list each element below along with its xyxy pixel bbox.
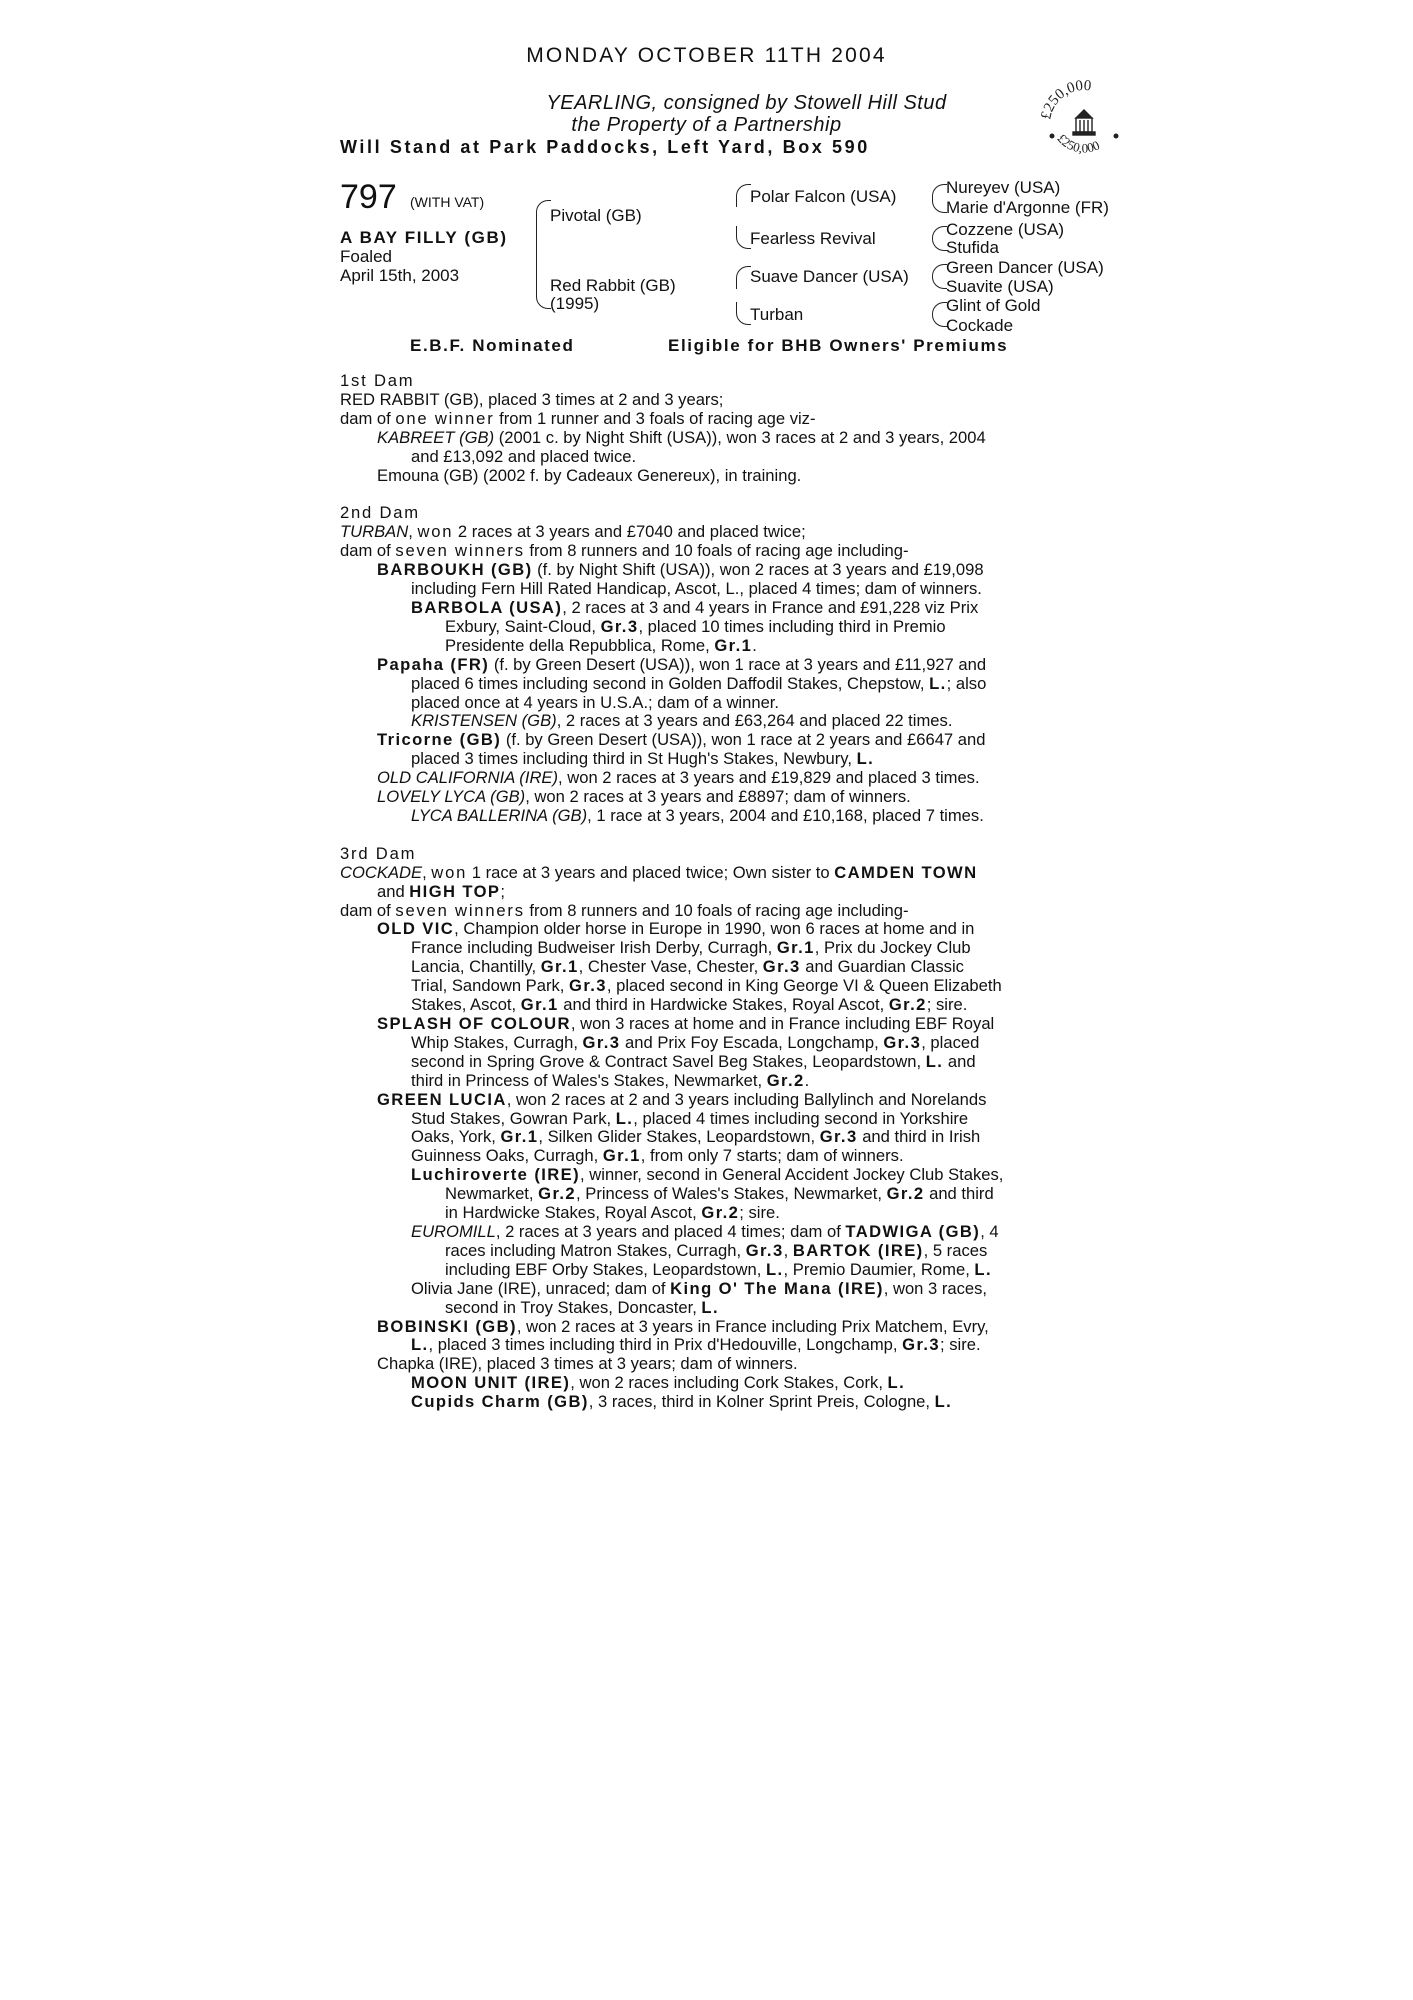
- third-dam-line: races including Matron Stakes, Curragh, Gr.3, BARTOK (IRE), 5 races: [445, 1240, 988, 1260]
- pedigree-brace: [736, 226, 751, 249]
- third-dam-line: third in Princess of Wales's Stakes, Newmarket, Gr.2.: [411, 1070, 810, 1090]
- pedigree-ssd: Marie d'Argonne (FR): [946, 198, 1109, 217]
- foaled-label: Foaled: [340, 247, 392, 266]
- third-dam-line: Lancia, Chantilly, Gr.1, Chester Vase, Chester, Gr.3 and Guardian Classic: [411, 957, 964, 977]
- second-dam-line: TURBAN, won 2 races at 3 years and £7040 and placed twice;: [340, 522, 806, 542]
- third-dam-line: second in Spring Grove & Contract Savel Beg Stakes, Leopardstown, L. and: [411, 1051, 976, 1071]
- second-dam-heading: 2nd Dam: [340, 503, 420, 523]
- third-dam-line: EUROMILL, 2 races at 3 years and placed 4 times; dam of TADWIGA (GB), 4: [411, 1221, 999, 1241]
- second-dam-line: KRISTENSEN (GB), 2 races at 3 years and £63,264 and placed 22 times.: [411, 711, 953, 731]
- third-dam-line: dam of seven winners from 8 runners and 10 foals of racing age including-: [340, 900, 909, 920]
- second-dam-line: Presidente della Repubblica, Rome, Gr.1.: [445, 635, 757, 655]
- stamp-text-bottom: £250,000: [1054, 130, 1102, 156]
- first-dam-line: KABREET (GB) (2001 c. by Night Shift (USA)), won 3 races at 2 and 3 years, 2004: [377, 427, 986, 447]
- third-dam-line: Newmarket, Gr.2, Princess of Wales's Stakes, Newmarket, Gr.2 and third: [445, 1184, 994, 1204]
- first-dam-line: RED RABBIT (GB), placed 3 times at 2 and 3 years;: [340, 389, 724, 409]
- pedigree-sire-dam: Fearless Revival: [750, 229, 876, 248]
- third-dam-line: GREEN LUCIA, won 2 races at 2 and 3 years including Ballylinch and Norelands: [377, 1089, 987, 1109]
- third-dam-line: Stakes, Ascot, Gr.1 and third in Hardwicke Stakes, Royal Ascot, Gr.2; sire.: [411, 995, 968, 1015]
- pedigree-dam-year: (1995): [550, 294, 600, 313]
- foaled-date: April 15th, 2003: [340, 266, 460, 285]
- pedigree-dss: Green Dancer (USA): [946, 258, 1104, 277]
- second-dam-line: placed 3 times including third in St Hugh's Stakes, Newbury, L.: [411, 749, 875, 769]
- second-dam-line: including Fern Hill Rated Handicap, Ascot, L., placed 4 times; dam of winners.: [411, 579, 982, 599]
- second-dam-line: Papaha (FR) (f. by Green Desert (USA)), won 1 race at 3 years and £11,927 and: [377, 654, 987, 674]
- third-dam-line: Trial, Sandown Park, Gr.3, placed second in King George VI & Queen Elizabeth: [411, 976, 1002, 996]
- pedigree-brace-dam: [536, 264, 551, 309]
- third-dam-line: SPLASH OF COLOUR, won 3 races at home and in France including EBF Royal: [377, 1014, 995, 1033]
- horse-name: A BAY FILLY (GB): [340, 228, 508, 247]
- vat-note: (WITH VAT): [410, 194, 485, 210]
- pedigree-dsd: Suavite (USA): [946, 277, 1054, 296]
- third-dam-line: OLD VIC, Champion older horse in Europe in 1990, won 6 races at home and in: [377, 919, 975, 939]
- third-dam-line: Chapka (IRE), placed 3 times at 3 years; dam of winners.: [377, 1354, 798, 1374]
- pedigree-sss: Nureyev (USA): [946, 178, 1061, 197]
- third-dam-line: Whip Stakes, Curragh, Gr.3 and Prix Foy Escada, Longchamp, Gr.3, placed: [411, 1032, 980, 1052]
- third-dam-line: and HIGH TOP;: [377, 881, 506, 901]
- pedigree-brace: [932, 198, 947, 213]
- pedigree-brace: [932, 238, 947, 251]
- third-dam-line: Oaks, York, Gr.1, Silken Glider Stakes, Leopardstown, Gr.3 and third in Irish: [411, 1127, 981, 1147]
- third-dam-line: France including Budweiser Irish Derby, Curragh, Gr.1, Prix du Jockey Club: [411, 938, 971, 958]
- first-dam-line: Emouna (GB) (2002 f. by Cadeaux Genereux), in training.: [377, 465, 802, 485]
- third-dam-line: BOBINSKI (GB), won 2 races at 3 years in France including Prix Matchem, Evry,: [377, 1316, 989, 1336]
- pedigree-dds: Glint of Gold: [946, 296, 1041, 315]
- third-dam-line: second in Troy Stakes, Doncaster, L.: [445, 1297, 719, 1317]
- third-dam-line: including EBF Orby Stakes, Leopardstown, L., Premio Daumier, Rome, L.: [445, 1259, 992, 1279]
- lot-number: 797: [340, 178, 397, 216]
- second-dam-line: BARBOLA (USA), 2 races at 3 and 4 years in France and £91,228 viz Prix: [411, 597, 979, 617]
- second-dam-line: Exbury, Saint-Cloud, Gr.3, placed 10 times including third in Premio: [445, 616, 946, 636]
- second-dam-line: placed 6 times including second in Golden Daffodil Stakes, Chepstow, L.; also: [411, 673, 987, 693]
- pedigree-brace: [736, 184, 751, 207]
- third-dam-line: COCKADE, won 1 race at 3 years and placed twice; Own sister to CAMDEN TOWN: [340, 862, 978, 882]
- location-line: Will Stand at Park Paddocks, Left Yard, Box 590: [340, 137, 870, 157]
- sale-date: MONDAY OCTOBER 11TH 2004: [526, 44, 887, 67]
- third-dam-line: Luchiroverte (IRE), winner, second in General Accident Jockey Club Stakes,: [411, 1165, 1004, 1185]
- ebf-nominated: E.B.F. Nominated: [410, 336, 575, 355]
- property-line: the Property of a Partnership: [571, 114, 842, 136]
- reserve-stamp: [1036, 72, 1132, 168]
- third-dam-line: Cupids Charm (GB), 3 races, third in Kolner Sprint Preis, Cologne, L.: [411, 1392, 953, 1412]
- pedigree-dam-dam: Turban: [750, 305, 804, 324]
- stamp-dot: [1050, 134, 1055, 139]
- second-dam-line: LYCA BALLERINA (GB), 1 race at 3 years, 2004 and £10,168, placed 7 times.: [411, 805, 984, 825]
- pedigree-brace: [932, 314, 947, 327]
- pedigree-sire-sire: Polar Falcon (USA): [750, 187, 897, 206]
- stamp-text-top: £250,000: [1038, 77, 1092, 121]
- second-dam-line: OLD CALIFORNIA (IRE), won 2 races at 3 years and £19,829 and placed 3 times.: [377, 768, 980, 788]
- catalogue-body: [340, 372, 1080, 1412]
- third-dam-line: in Hardwicke Stakes, Royal Ascot, Gr.2; sire.: [445, 1203, 780, 1223]
- second-dam-line: dam of seven winners from 8 runners and 10 foals of racing age including-: [340, 541, 909, 561]
- building-icon: [1073, 110, 1095, 135]
- stamp-dot: [1114, 134, 1119, 139]
- pedigree-brace: [736, 302, 751, 325]
- second-dam-line: Tricorne (GB) (f. by Green Desert (USA)), won 1 race at 2 years and £6647 and: [377, 730, 986, 750]
- first-dam-line: and £13,092 and placed twice.: [411, 446, 637, 466]
- pedigree-brace: [932, 184, 947, 199]
- third-dam-line: MOON UNIT (IRE), won 2 races including Cork Stakes, Cork, L.: [411, 1373, 906, 1393]
- third-dam-line: Olivia Jane (IRE), unraced; dam of King O' The Mana (IRE), won 3 races,: [411, 1278, 988, 1298]
- first-dam-line: dam of one winner from 1 runner and 3 foals of racing age viz-: [340, 408, 816, 428]
- pedigree-sds: Cozzene (USA): [946, 220, 1065, 239]
- pedigree-brace: [736, 266, 751, 289]
- pedigree-sdd: Stufida: [946, 238, 999, 257]
- third-dam-line: L., placed 3 times including third in Prix d'Hedouville, Longchamp, Gr.3; sire.: [411, 1335, 981, 1355]
- pedigree-dam-sire: Suave Dancer (USA): [750, 267, 909, 286]
- third-dam-line: Guinness Oaks, Curragh, Gr.1, from only 7 starts; dam of winners.: [411, 1146, 904, 1166]
- pedigree-sire: Pivotal (GB): [550, 206, 642, 225]
- third-dam-heading: 3rd Dam: [340, 843, 417, 863]
- bhb-eligible: Eligible for BHB Owners' Premiums: [668, 336, 1009, 355]
- second-dam-line: BARBOUKH (GB) (f. by Night Shift (USA)), won 2 races at 3 years and £19,098: [377, 560, 984, 580]
- third-dam-line: Stud Stakes, Gowran Park, L., placed 4 times including second in Yorkshire: [411, 1108, 969, 1128]
- second-dam-line: placed once at 4 years in U.S.A.; dam of a winner.: [411, 692, 780, 712]
- pedigree-brace-sire: [536, 200, 551, 265]
- pedigree-brace: [932, 276, 947, 289]
- second-dam-line: LOVELY LYCA (GB), won 2 races at 3 years and £8897; dam of winners.: [377, 787, 911, 807]
- first-dam-heading: 1st Dam: [340, 371, 415, 390]
- consignor-line: YEARLING, consigned by Stowell Hill Stud: [546, 92, 947, 114]
- pedigree-dam: Red Rabbit (GB): [550, 276, 676, 295]
- pedigree-ddd: Cockade: [946, 316, 1014, 335]
